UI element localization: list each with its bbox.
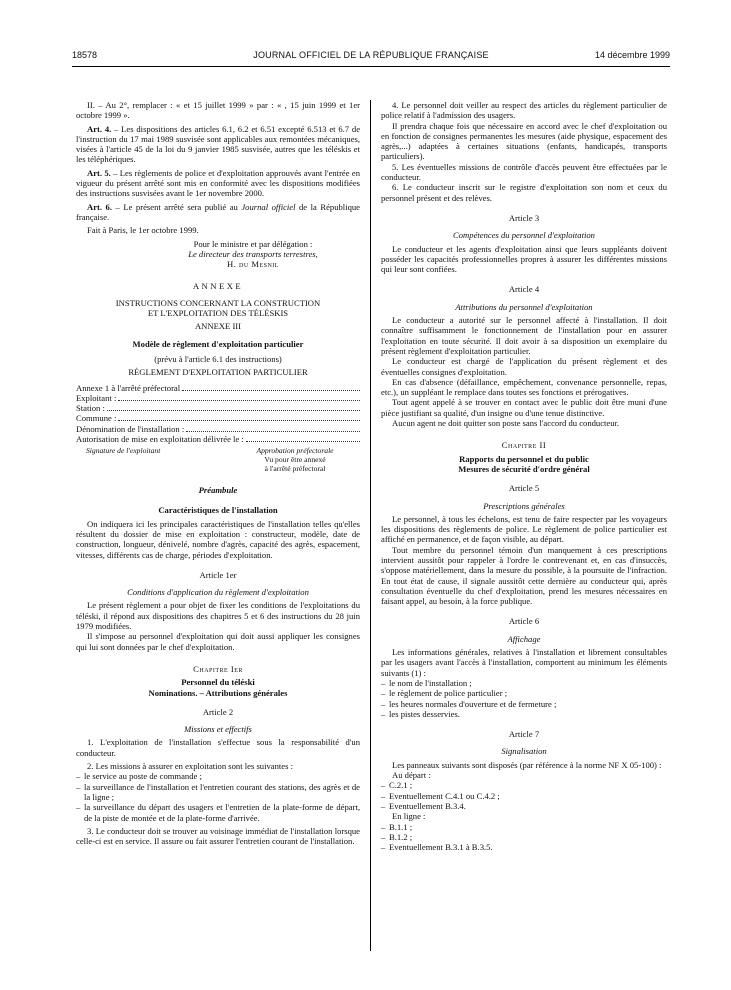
field-autorisation: Autorisation de mise en exploitation délivrée le : [76, 434, 360, 444]
article-4-subtitle: Attributions du personnel d'exploitation [455, 301, 593, 312]
article-5-label: Art. 5. [87, 167, 111, 178]
field-annexe: Annexe 1 à l'arrêté préfectoral [76, 383, 360, 393]
article-5-text: – Les règlements de police et d'exploitation approuvés avant l'entrée en vigueur du présent arrêté sont mis en conformité avec les dispositions modifiées des instructions susvisées avant le 1er novembre 2000. [76, 167, 361, 199]
mission-6: 6. Le conducteur inscrit sur le registre d'exploitation son nom et ceux du personnel présent et des relèves. [381, 182, 667, 203]
field-station: Station : [76, 403, 360, 413]
article-6-journal: Journal officiel [241, 201, 296, 212]
approbation-block [230, 447, 360, 473]
article-3-subtitle: Compétences du personnel d'exploitation [453, 230, 595, 241]
field-denomination: Dénomination de l'installation : [76, 424, 360, 434]
caracteristiques-heading: Caractéristiques de l'installation [158, 505, 278, 516]
article-6-label: Art. 6. [87, 201, 112, 212]
list-item: – Eventuellement C.4.1 ou C.4.2 ; [381, 790, 500, 801]
article-6-list [381, 678, 667, 719]
form-fields [76, 383, 360, 445]
list-item: – les pistes desservies. [381, 708, 460, 719]
article-2-p3: 3. Le conducteur doit se trouver au voisinage immédiat de l'installation lorsque celle-ci est en service. Il assure ou fait assurer l'entretien courant de l'installation. [76, 825, 360, 847]
article-4-p4: Tout agent appelé à se trouver en contact avec le public doit être muni d'une pièce justifiant sa qualité, d'un insigne ou d'une tenue distinctive. [381, 397, 667, 418]
article-2-p2: 2. Les missions à assurer en exploitation sont les suivantes : [87, 761, 293, 772]
article-4-p5: Aucun agent ne doit quitter son poste sans l'accord du conducteur. [392, 418, 620, 429]
article-1-subtitle: Conditions d'application du règlement d'exploitation [127, 587, 309, 598]
mission-4b: Il prendra chaque fois que nécessaire en accord avec le chef d'exploitation ou en fonction de consignes permanentes les mesures (aide physique, espacement des agrès,...) adaptées à certaines situations (enfants, handicapés, transports particuliers). [381, 120, 667, 162]
chapitre-1-title-2: Nominations. – Attributions générales [148, 687, 288, 698]
signature-block [76, 447, 360, 473]
list-item: – le service au poste de commande ; [76, 771, 202, 782]
list-item: – Eventuellement B.3.4. [381, 800, 466, 811]
reglement-title: RÈGLEMENT D'EXPLOITATION PARTICULIER [128, 367, 308, 378]
article-6 [76, 202, 360, 223]
mission-4: 4. Le personnel doit veiller au respect des articles du règlement particulier de police relatif à l'admission des usagers. [381, 100, 667, 121]
field-commune: Commune : [76, 413, 360, 423]
article-4-p1: Le conducteur a autorité sur le personnel affecté à l'installation. Il doit connaître suffisamment le fonctionnement de l'installation pour en assurer l'exploitation en toute sécurité. Il doit avoir à sa disposition un exemplaire du présent règlement d'exploitation particulier. [381, 315, 667, 356]
article-7-depart: Au départ : [392, 770, 431, 781]
list-item: – le règlement de police particulier ; [381, 688, 508, 699]
approbation-line-2: Vu pour être annexé [264, 454, 326, 464]
article-4-p2: Le conducteur est chargé de l'application du présent règlement et des éventuelles consignes d'exploitation. [381, 356, 667, 377]
list-item: – C.2.1 ; [381, 780, 413, 791]
article-2-heading: Article 2 [202, 706, 234, 717]
chapitre-2-heading: Chapitre II [501, 440, 547, 451]
signature-line-2: Le directeur des transports terrestres, [188, 248, 318, 259]
list-item: – les heures normales d'ouverture et de fermeture ; [381, 698, 557, 709]
chapitre-2-title-1: Rapports du personnel et du public [459, 453, 589, 464]
fait-a-paris: Fait à Paris, le 1er octobre 1999. [87, 225, 199, 236]
article-6-p1: Les informations générales, relatives à l'installation et librement consultables par les usagers avant l'accès à l'installation, comportent au minimum les éléments suivants (1) : [381, 647, 667, 678]
article-5-p2: Tout membre du personnel témoin d'un manquement à ces prescriptions intervient aussitôt pour rappeler à l'ordre le contrevenant et, en cas d'insuccès, s'oppose matériellement, dans la mesure du possible, à la poursuite de l'infraction. En tout état de cause, il signale aussitôt cette dernière au conducteur qui, après consultation éventuelle du chef d'exploitation, prend les mesures nécessaires en faisant appel, au besoin, à la force publique. [381, 544, 667, 607]
article-3-heading: Article 3 [508, 212, 540, 223]
article-5-subtitle: Prescriptions générales [483, 500, 565, 511]
preambule-heading: Préambule [198, 485, 238, 496]
list-item: – le nom de l'installation ; [381, 677, 472, 688]
prevu-note: (prévu à l'article 6.1 des instructions) [154, 353, 282, 364]
article-4 [76, 124, 360, 165]
article-2-list [76, 771, 360, 822]
header-rule [72, 66, 670, 67]
article-6-text-b: de la République française. [76, 201, 360, 222]
article-7-heading: Article 7 [508, 729, 540, 740]
annexe-heading: ANNEXE [192, 281, 244, 292]
list-item: – la surveillance du départ des usagers et l'entretien de la plate-forme de départ, de la piste de montée et de la plate-forme d'arrivée. [76, 802, 360, 823]
list-item: – B.1.1 ; [381, 821, 413, 832]
article-4-heading: Article 4 [508, 284, 540, 295]
article-5 [76, 168, 360, 199]
signature-name: H. du Mesnil [227, 259, 279, 270]
page-header [72, 50, 670, 64]
article-6-heading: Article 6 [508, 616, 540, 627]
article-7-ligne: En ligne : [392, 811, 426, 822]
left-column [76, 100, 360, 846]
mission-5: 5. Les éventuelles missions de contrôle d'accès peuvent être effectuées par le conducteur. [381, 161, 667, 183]
list-item: – la surveillance de l'installation et l'entretien courant des stations, des agrès et de la ligne ; [76, 781, 360, 802]
instructions-title-1: INSTRUCTIONS CONCERNANT LA CONSTRUCTION [115, 297, 321, 308]
paragraph-ii: II. – Au 2°, remplacer : « et 15 juillet 1999 » par : « , 15 juin 1999 et 1er octobre 1999 ». [76, 100, 360, 121]
journal-title: JOURNAL OFFICIEL DE LA RÉPUBLIQUE FRANÇAISE [253, 50, 489, 60]
annexe-iii: ANNEXE III [194, 321, 242, 332]
signature-line-1: Pour le ministre et par délégation : [193, 238, 313, 249]
article-4-label: Art. 4. [87, 123, 112, 134]
article-7-ligne-list [381, 822, 667, 853]
issue-date: 14 décembre 1999 [594, 50, 670, 60]
article-7-depart-list [381, 780, 667, 811]
article-5-heading: Article 5 [508, 483, 540, 494]
article-5-p1: Le personnel, à tous les échelons, est tenu de faire respecter par les voyageurs les dispositions des règlements de police. Le règlement de police particulier est affiché en permanence, et de façon visible, au départ. [381, 513, 667, 545]
article-1-p1: Le présent règlement a pour objet de fixer les conditions de l'exploitations du téléski, il répond aux dispositions des chapitres 5 et 6 des instructions du 28 juin 1979 modifiées. [76, 600, 360, 632]
article-7-p1: Les panneaux suivants sont disposés (par référence à la norme NF X 05-100) : [392, 759, 662, 770]
caracteristiques-text: On indiquera ici les principales caractéristiques de l'installation telles qu'elles résultent du dossier de mise en exploitation : constructeur, modèle, date de construction, longueur, dénivelé, nombre d'agrès, capacité des agrès, espacement, vitesses, différents cas de charge, périodes d'exploitation. [76, 518, 360, 560]
signature-exploitant: Signature de l'exploitant [86, 446, 161, 456]
article-6-subtitle: Affichage [507, 633, 541, 644]
list-item: – B.1.2 ; [381, 831, 413, 842]
article-4-text: – Les dispositions des articles 6.1, 6.2 et 6.51 excepté 6.513 et 6.7 de l'instruction du 17 mai 1989 susvisée sont applicables aux remontées mécaniques, visées à l'article 45 de la loi du 9 janvier 1985 susvisée, autres que les téléskis et les téléphériques. [76, 123, 361, 165]
article-1-heading: Article 1er [199, 569, 237, 580]
right-column [381, 100, 667, 852]
list-item: – Eventuellement B.3.1 à B.3.5. [381, 842, 493, 853]
field-exploitant: Exploitant : [76, 393, 360, 403]
chapitre-2-title-2: Mesures de sécurité d'ordre général [458, 463, 590, 474]
approbation-line-3: à l'arrêté préfectoral [264, 463, 326, 473]
chapitre-1-heading: Chapitre Ier [193, 663, 243, 674]
article-7-subtitle: Signalisation [501, 746, 547, 757]
approbation-line-1: Approbation préfectorale [256, 446, 334, 456]
column-divider [370, 100, 371, 951]
article-6-text-a: – Le présent arrêté sera publié au [112, 201, 242, 212]
instructions-title-2: ET L'EXPLOITATION DES TÉLÉSKIS [147, 308, 289, 319]
article-4-p3: En cas d'absence (défaillance, empêchement, convenance personnelle, repas, etc.), un suppléant le remplace dans toutes ses fonctions et prérogatives. [381, 376, 667, 398]
article-1-p2: Il s'impose au personnel d'exploitation qui doit aussi appliquer les consignes qui lui sont données par le chef d'exploitation. [76, 631, 360, 652]
page-number: 18578 [72, 50, 98, 60]
chapitre-1-title-1: Personnel du téléski [181, 677, 255, 688]
article-3-p1: Le conducteur et les agents d'exploitation ainsi que leurs suppléants doivent posséder les capacités professionnelles propres à assurer les différentes missions qui leur sont confiées. [381, 243, 667, 275]
modele-title: Modèle de règlement d'exploitation particulier [132, 338, 304, 349]
article-2-p1: 1. L'exploitation de l'installation s'effectue sous la responsabilité d'un conducteur. [76, 737, 360, 758]
article-2-subtitle: Missions et effectifs [184, 724, 252, 735]
